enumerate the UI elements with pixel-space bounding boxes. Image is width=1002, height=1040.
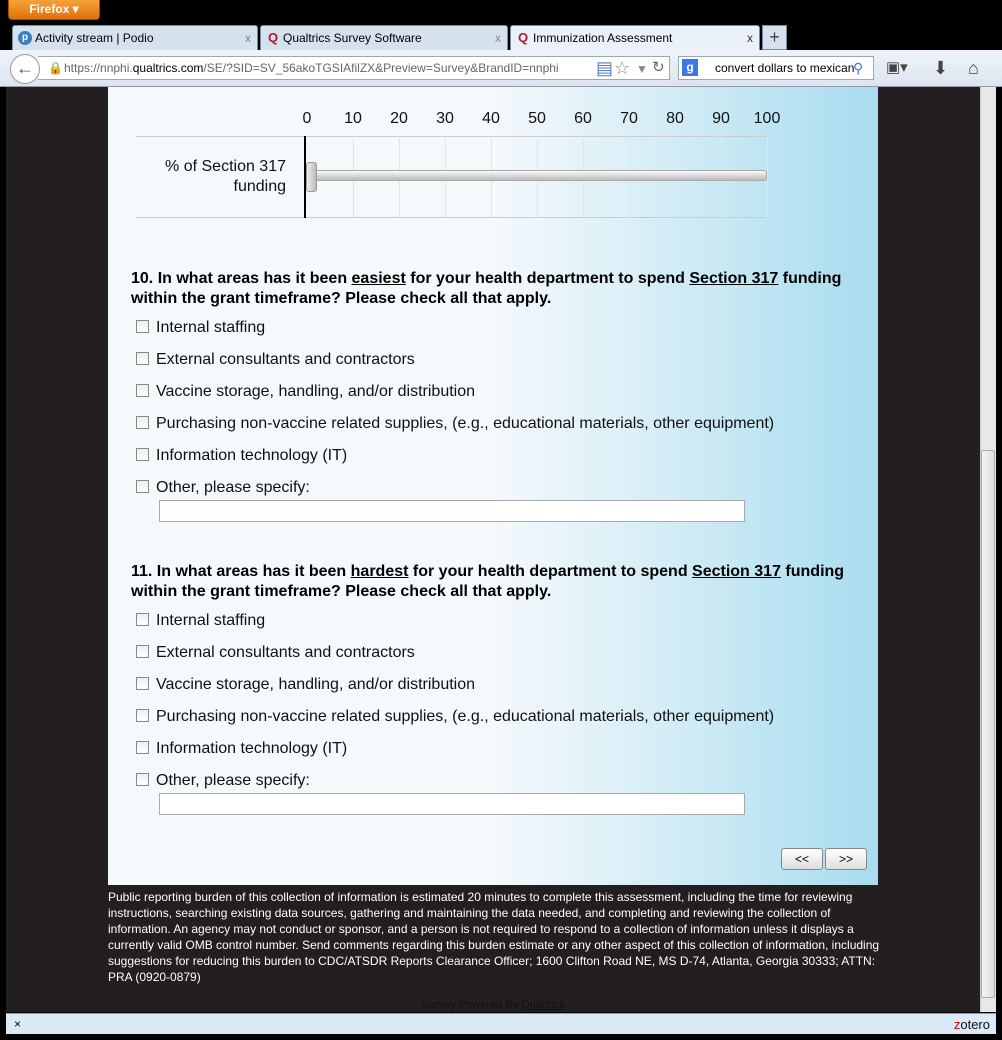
- tab-label: Immunization Assessment: [533, 31, 673, 45]
- q-emphasis: Section 317: [689, 270, 779, 287]
- q10-option[interactable]: [136, 478, 310, 498]
- q11-option[interactable]: [136, 643, 415, 663]
- slider-gridline: [767, 136, 768, 218]
- option-label: External consultants and contractors: [156, 644, 415, 661]
- option-label: Internal staffing: [156, 612, 266, 629]
- slider-tick-label: 80: [666, 110, 684, 127]
- q-emphasis: hardest: [350, 563, 409, 580]
- q10-option[interactable]: [136, 382, 475, 402]
- url-path: /SE/?SID=SV_56akoTGSIAfilZX&Preview=Survey&BrandID=nnphi: [203, 61, 559, 75]
- option-label: Purchasing non-vaccine related supplies, (e.g., educational materials, other equipment): [156, 415, 775, 432]
- q10-option[interactable]: [136, 414, 774, 434]
- checkbox[interactable]: [136, 773, 149, 786]
- zotero-button[interactable]: zotero: [953, 1017, 990, 1032]
- checkbox[interactable]: [136, 416, 149, 429]
- q11-option[interactable]: [136, 739, 347, 759]
- next-page-button[interactable]: >>: [825, 848, 867, 870]
- option-label: Purchasing non-vaccine related supplies, (e.g., educational materials, other equipment): [156, 708, 775, 725]
- lock-icon: 🔒: [48, 61, 63, 75]
- nav-bar: [0, 50, 1002, 87]
- q11-option[interactable]: [136, 611, 265, 631]
- q-emphasis: easiest: [351, 270, 406, 287]
- slider-tick-label: 20: [390, 110, 408, 127]
- question-10-text: [131, 269, 851, 309]
- search-value: convert dollars to mexican: [715, 61, 855, 75]
- reload-icon[interactable]: ↻: [652, 59, 665, 76]
- checkbox[interactable]: [136, 320, 149, 333]
- checkbox[interactable]: [136, 352, 149, 365]
- qualtrics-icon: Q: [517, 30, 529, 45]
- tab-podio[interactable]: [12, 25, 258, 50]
- dropdown-icon[interactable]: ▼: [636, 62, 648, 76]
- checkbox[interactable]: [136, 741, 149, 754]
- close-addon-bar-icon[interactable]: ×: [14, 1017, 22, 1031]
- option-label: External consultants and contractors: [156, 351, 415, 368]
- search-icon[interactable]: ⚲: [853, 60, 864, 76]
- option-label: Vaccine storage, handling, and/or distribution: [156, 676, 476, 693]
- new-tab-button[interactable]: +: [762, 25, 787, 50]
- option-label: Other, please specify:: [156, 772, 310, 789]
- q-text: funding within the grant timeframe? Please check all that apply.: [131, 270, 842, 307]
- tab-immunization[interactable]: [510, 25, 760, 50]
- firefox-label: Firefox: [29, 2, 70, 16]
- q10-option[interactable]: [136, 446, 347, 466]
- option-label: Information technology (IT): [156, 740, 348, 757]
- option-label: Other, please specify:: [156, 479, 310, 496]
- tab-bar: [0, 22, 1002, 50]
- checkbox[interactable]: [136, 448, 149, 461]
- home-icon[interactable]: ⌂: [968, 58, 979, 78]
- bookmark-star-icon[interactable]: ☆: [614, 58, 631, 78]
- burden-statement: Public reporting burden of this collection of information is estimated 20 minutes to complete this assessment, including the time for reviewing instructions, searching existing data sources, gathering and maintaining the data needed, and completing and reviewing the collection of information. An agency may not conduct or sponsor, and a person is not required to respond to a collection of information unless it displays a currently valid OMB control number. Send comments regarding this burden estimate or any other aspect of this collection of information, including suggestions for reducing this burden to CDC/ATSDR Reports Clearance Officer; 1600 Clifton Road NE, MS D-74, Atlanta, Georgia 30333; ATTN: PRA (0920-0879): [108, 890, 880, 984]
- q11-option[interactable]: [136, 675, 475, 695]
- slider-tick-label: 0: [302, 110, 312, 127]
- scrollbar-thumb[interactable]: [981, 450, 995, 998]
- q-text: for your health department to spend: [405, 270, 690, 287]
- close-tab-icon[interactable]: x: [495, 31, 501, 45]
- reader-icon[interactable]: ▤: [596, 58, 614, 78]
- q11-other-input[interactable]: [159, 793, 745, 815]
- checkbox[interactable]: [136, 613, 149, 626]
- checkbox[interactable]: [136, 677, 149, 690]
- qualtrics-icon: Q: [267, 30, 279, 45]
- option-label: Vaccine storage, handling, and/or distribution: [156, 383, 476, 400]
- checkbox[interactable]: [136, 709, 149, 722]
- google-icon[interactable]: g: [682, 59, 698, 76]
- option-label: Information technology (IT): [156, 447, 348, 464]
- slider-tick-label: 50: [528, 110, 546, 127]
- tab-label: Qualtrics Survey Software: [283, 31, 422, 45]
- slider-tick-label: 40: [482, 110, 500, 127]
- checkbox[interactable]: [136, 480, 149, 493]
- slider-track[interactable]: [307, 170, 767, 181]
- q-text: 11. In what areas has it been: [131, 563, 351, 580]
- url-domain: qualtrics.com: [132, 61, 204, 75]
- firefox-menu-button[interactable]: Firefox ▾: [8, 0, 100, 20]
- bookmarks-icon[interactable]: ▣▾: [886, 59, 908, 76]
- close-tab-icon[interactable]: x: [747, 31, 753, 45]
- q-text: funding within the grant timeframe? Please check all that apply.: [131, 563, 845, 600]
- back-page-button[interactable]: <<: [781, 848, 823, 870]
- back-button[interactable]: ←: [10, 54, 40, 84]
- slider-tick-label: 10: [344, 110, 362, 127]
- q11-option[interactable]: [136, 771, 310, 791]
- q-text: 10. In what areas has it been: [131, 270, 352, 287]
- search-input[interactable]: [678, 56, 874, 80]
- qualtrics-link[interactable]: Qualtrics: [521, 999, 565, 1011]
- q10-option[interactable]: [136, 350, 415, 370]
- checkbox[interactable]: [136, 645, 149, 658]
- powered-by: [0, 999, 986, 1011]
- q10-option[interactable]: [136, 318, 265, 338]
- status-bar: [6, 1013, 996, 1034]
- podio-icon: p: [18, 31, 32, 45]
- url-bar[interactable]: [38, 56, 670, 80]
- close-tab-icon[interactable]: x: [245, 31, 251, 45]
- q-emphasis: Section 317: [692, 563, 781, 580]
- question-11-text: [131, 562, 851, 602]
- download-icon[interactable]: ⬇: [933, 58, 949, 78]
- slider-tick-label: 30: [436, 110, 454, 127]
- powered-prefix: Survey Powered By: [421, 999, 522, 1011]
- option-label: Internal staffing: [156, 319, 266, 336]
- slider-tick-label: 60: [574, 110, 592, 127]
- slider-tick-label: 90: [712, 110, 730, 127]
- tab-label: Activity stream | Podio: [35, 31, 154, 45]
- slider-tick-label: 70: [620, 110, 638, 127]
- checkbox[interactable]: [136, 384, 149, 397]
- q11-option[interactable]: [136, 707, 774, 727]
- url-prefix: https://nnphi.: [64, 61, 133, 75]
- q-text: for your health department to spend: [408, 563, 693, 580]
- slider-label: % of Section 317 funding: [165, 158, 286, 195]
- slider-tick-label: 100: [753, 110, 781, 127]
- q10-other-input[interactable]: [159, 500, 745, 522]
- tab-qualtrics[interactable]: [260, 25, 508, 50]
- slider-handle[interactable]: [306, 162, 317, 192]
